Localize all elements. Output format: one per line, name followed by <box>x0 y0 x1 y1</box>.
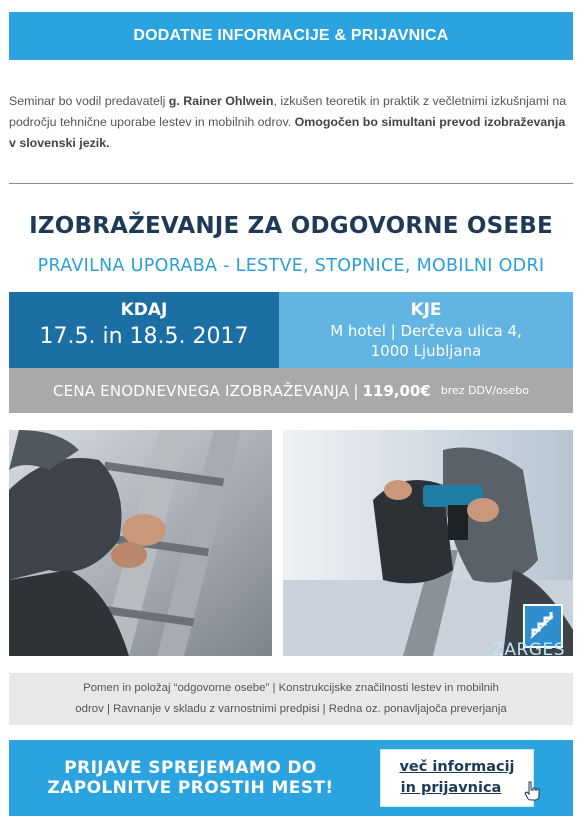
registration-banner <box>9 740 573 816</box>
intro-bold-text: Omogočen bo simultani prevod izobraževanja v slovenski jezik. <box>9 115 566 150</box>
topics-box <box>9 673 573 725</box>
where-panel <box>279 292 573 368</box>
intro-text-1: Seminar bo vodil predavatelj <box>9 94 169 108</box>
price-note: brez DDV/osebo <box>440 384 530 397</box>
topics-line-1: Pomen in položaj “odgovorne osebe” | Konstrukcijske značilnosti lestev in mobilnih <box>83 682 499 694</box>
intro-text-2: , izkušen teoretik in praktik z večletnimi izkušnjami na področju tehnične uporabe lestev in mobilnih odrov. <box>9 94 567 129</box>
topics-line-2: odrov | Ravnanje v skladu z varnostnimi predpisi | Redna oz. ponavljajoča preverjanja <box>75 703 507 715</box>
more-info-registration-button[interactable] <box>380 749 534 807</box>
intro-paragraph <box>9 91 573 154</box>
divider <box>9 183 573 184</box>
price-bar <box>9 368 573 413</box>
additional-info-button[interactable] <box>9 12 573 60</box>
price-value: 119,00€ <box>362 381 431 400</box>
when-value: 17.5. in 18.5. 2017 <box>39 324 249 349</box>
banner-title: IZOBRAŽEVANJE ZA ODGOVORNE OSEBE <box>29 213 553 239</box>
more-info-button-line-1: več informacij <box>399 759 515 775</box>
hand-pointer-icon <box>523 781 541 801</box>
registration-text <box>23 758 358 798</box>
where-label: KJE <box>410 300 442 320</box>
where-line-1: M hotel | Derčeva ulica 4, <box>330 322 522 340</box>
zarges-logo-text: ZARGES <box>492 640 565 656</box>
price-label: CENA ENODNEVNEGA IZOBRAŽEVANJA <box>52 381 350 400</box>
photo-worker-drill <box>283 430 573 656</box>
registration-text-line-1: PRIJAVE SPREJEMAMO DO <box>64 758 317 778</box>
more-info-button-line-2: in prijavnica <box>400 780 502 796</box>
intro-speaker: g. Rainer Ohlwein <box>168 94 274 108</box>
when-panel <box>9 292 279 368</box>
when-label: KDAJ <box>120 300 168 320</box>
banner-subtitle: PRAVILNA UPORABA - LESTVE, STOPNICE, MOBILNI ODRI <box>37 256 545 276</box>
photo-worker-ladder <box>9 430 272 656</box>
where-line-2: 1000 Ljubljana <box>370 342 482 360</box>
registration-text-line-2: ZAPOLNITVE PROSTIH MEST! <box>47 778 334 798</box>
additional-info-button-label: DODATNE INFORMACIJE & PRIJAVNICA <box>133 27 449 44</box>
price-separator: | <box>353 381 359 400</box>
